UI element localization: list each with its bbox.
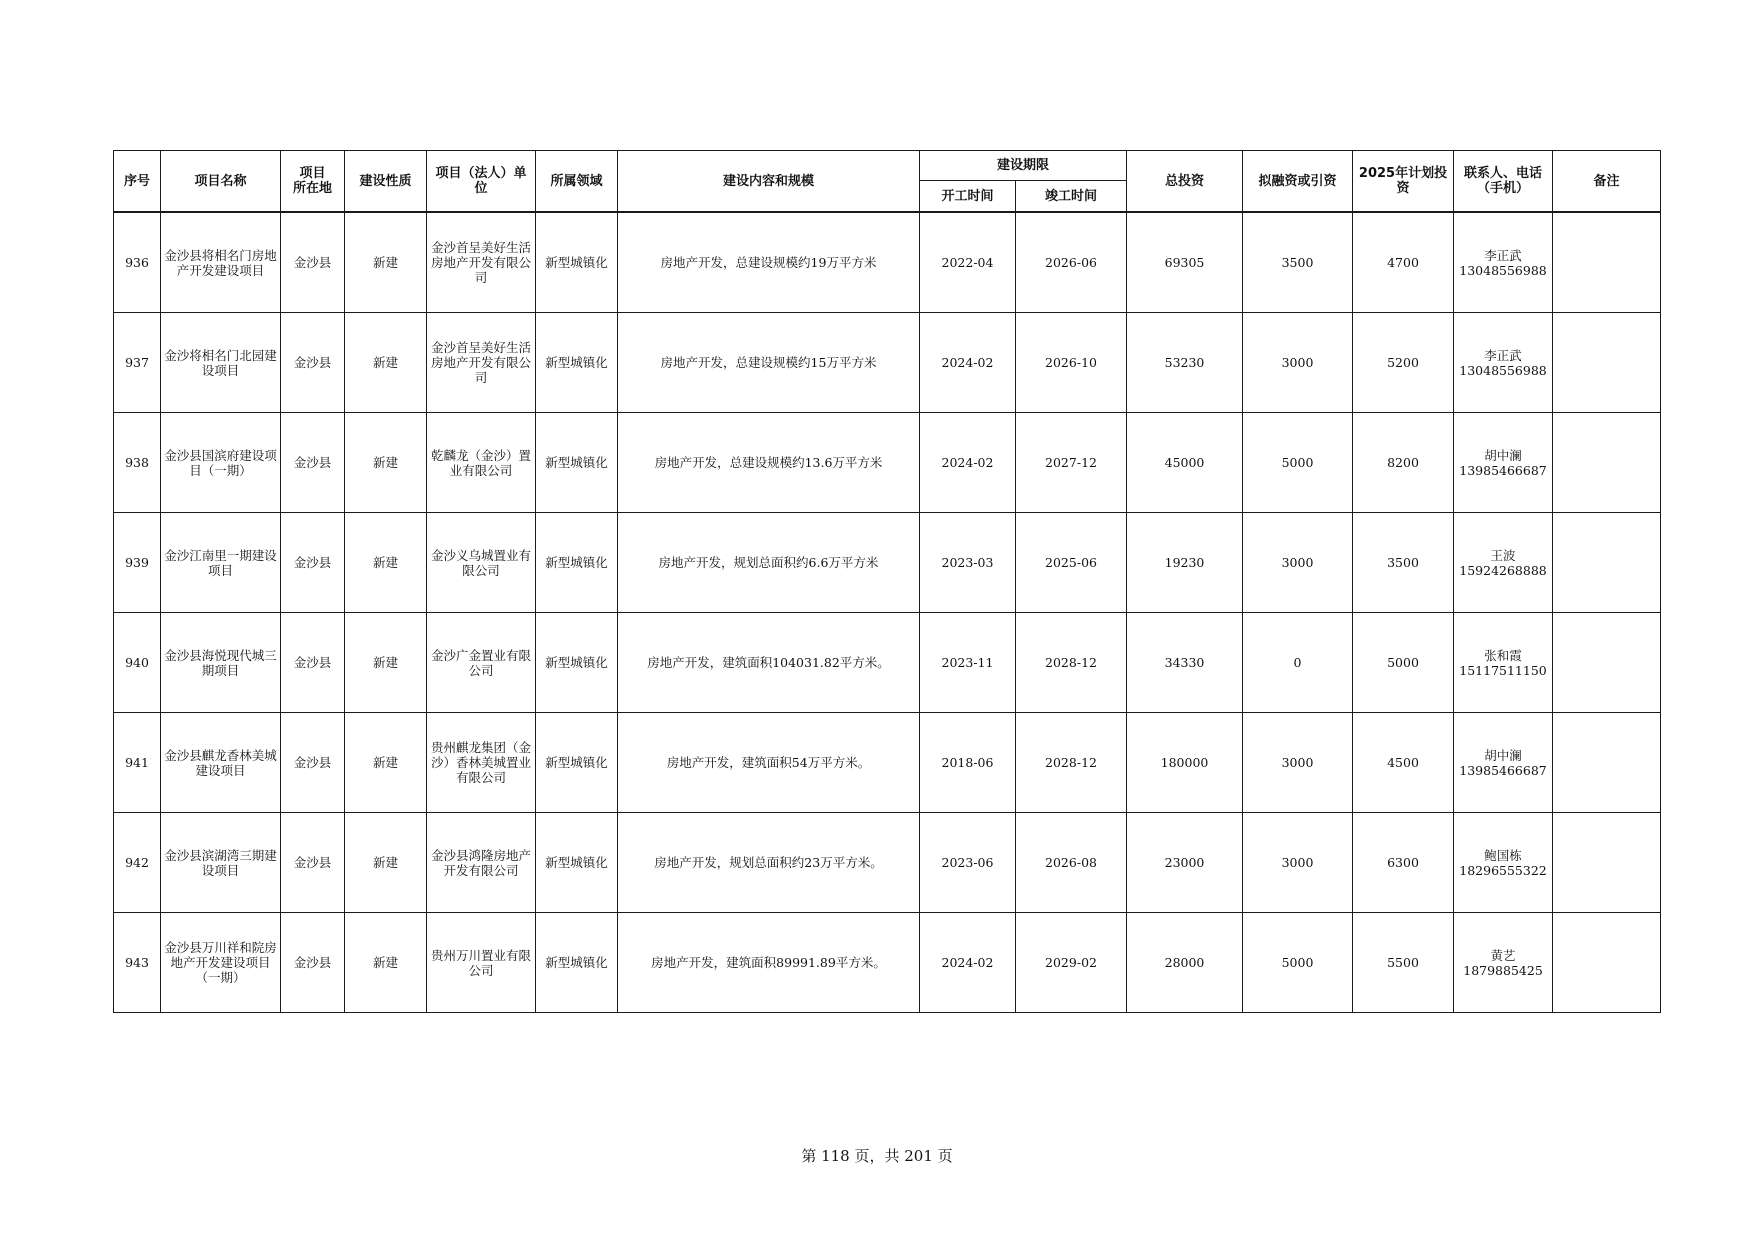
cell-remark bbox=[1553, 813, 1661, 913]
page-number: 第 118 页，共 201 页 bbox=[801, 1147, 953, 1165]
cell-seq: 939 bbox=[114, 513, 161, 613]
cell-end: 2028-12 bbox=[1016, 613, 1127, 713]
cell-nature: 新建 bbox=[345, 713, 427, 813]
cell-financing: 0 bbox=[1243, 613, 1353, 713]
cell-contact bbox=[1454, 713, 1553, 813]
header-total: 总投资 bbox=[1127, 151, 1243, 213]
cell-total: 19230 bbox=[1127, 513, 1243, 613]
cell-unit: 乾麟龙（金沙）置业有限公司 bbox=[427, 413, 536, 513]
cell-plan2025: 8200 bbox=[1353, 413, 1454, 513]
cell-seq: 937 bbox=[114, 313, 161, 413]
cell-start: 2023-11 bbox=[920, 613, 1016, 713]
contact-phone: 13048556988 bbox=[1459, 262, 1547, 278]
table-row bbox=[114, 212, 1661, 313]
cell-financing: 3000 bbox=[1243, 313, 1353, 413]
cell-name: 金沙江南里一期建设项目 bbox=[161, 513, 281, 613]
cell-financing: 3000 bbox=[1243, 513, 1353, 613]
cell-total: 180000 bbox=[1127, 713, 1243, 813]
cell-unit: 贵州麒龙集团（金沙）香林美城置业有限公司 bbox=[427, 713, 536, 813]
cell-financing: 3000 bbox=[1243, 813, 1353, 913]
cell-content: 房地产开发，规划总面积约6.6万平方米 bbox=[618, 513, 920, 613]
header-name: 项目名称 bbox=[161, 151, 281, 213]
cell-seq: 943 bbox=[114, 913, 161, 1013]
header-remark: 备注 bbox=[1553, 151, 1661, 213]
cell-seq: 942 bbox=[114, 813, 161, 913]
cell-financing: 3500 bbox=[1243, 212, 1353, 313]
cell-location: 金沙县 bbox=[281, 413, 345, 513]
cell-seq: 938 bbox=[114, 413, 161, 513]
cell-content: 房地产开发，建筑面积54万平方米。 bbox=[618, 713, 920, 813]
cell-name: 金沙县海悦现代城三期项目 bbox=[161, 613, 281, 713]
cell-name: 金沙县麒龙香林美城建设项目 bbox=[161, 713, 281, 813]
cell-content: 房地产开发，总建设规模约13.6万平方米 bbox=[618, 413, 920, 513]
cell-domain: 新型城镇化 bbox=[536, 613, 618, 713]
cell-location: 金沙县 bbox=[281, 212, 345, 313]
header-plan2025: 2025年计划投资 bbox=[1353, 151, 1454, 213]
cell-remark bbox=[1553, 613, 1661, 713]
cell-seq: 936 bbox=[114, 212, 161, 313]
cell-nature: 新建 bbox=[345, 513, 427, 613]
cell-unit: 金沙首呈美好生活房地产开发有限公司 bbox=[427, 313, 536, 413]
contact-name: 黄艺 bbox=[1490, 947, 1516, 963]
cell-total: 23000 bbox=[1127, 813, 1243, 913]
cell-financing: 5000 bbox=[1243, 913, 1353, 1013]
cell-start: 2018-06 bbox=[920, 713, 1016, 813]
cell-name: 金沙县将相名门房地产开发建设项目 bbox=[161, 212, 281, 313]
cell-remark bbox=[1553, 513, 1661, 613]
cell-start: 2023-03 bbox=[920, 513, 1016, 613]
cell-content: 房地产开发，总建设规模约15万平方米 bbox=[618, 313, 920, 413]
cell-name: 金沙县国滨府建设项目（一期） bbox=[161, 413, 281, 513]
cell-remark bbox=[1553, 212, 1661, 313]
header-financing: 拟融资或引资 bbox=[1243, 151, 1353, 213]
header-unit: 项目（法人）单 位 bbox=[427, 151, 536, 213]
contact-phone: 1879885425 bbox=[1463, 962, 1543, 978]
table-row bbox=[114, 913, 1661, 1013]
cell-nature: 新建 bbox=[345, 212, 427, 313]
cell-total: 45000 bbox=[1127, 413, 1243, 513]
cell-location: 金沙县 bbox=[281, 613, 345, 713]
cell-nature: 新建 bbox=[345, 313, 427, 413]
table-header bbox=[114, 151, 1661, 213]
cell-end: 2025-06 bbox=[1016, 513, 1127, 613]
contact-name: 鲍国栋 bbox=[1484, 847, 1522, 863]
cell-contact bbox=[1454, 813, 1553, 913]
cell-contact bbox=[1454, 613, 1553, 713]
header-period: 建设期限 bbox=[920, 151, 1127, 181]
cell-location: 金沙县 bbox=[281, 913, 345, 1013]
cell-content: 房地产开发，规划总面积约23万平方米。 bbox=[618, 813, 920, 913]
cell-remark bbox=[1553, 413, 1661, 513]
cell-contact bbox=[1454, 513, 1553, 613]
table-row bbox=[114, 313, 1661, 413]
cell-name: 金沙县万川祥和院房地产开发建设项目（一期） bbox=[161, 913, 281, 1013]
header-nature: 建设性质 bbox=[345, 151, 427, 213]
cell-financing: 3000 bbox=[1243, 713, 1353, 813]
contact-name: 张和霞 bbox=[1484, 647, 1522, 663]
header-location: 项目 所在地 bbox=[281, 151, 345, 213]
cell-plan2025: 5200 bbox=[1353, 313, 1454, 413]
table-row bbox=[114, 613, 1661, 713]
contact-phone: 18296555322 bbox=[1459, 862, 1547, 878]
cell-unit: 金沙广金置业有限公司 bbox=[427, 613, 536, 713]
cell-nature: 新建 bbox=[345, 813, 427, 913]
cell-seq: 940 bbox=[114, 613, 161, 713]
cell-end: 2029-02 bbox=[1016, 913, 1127, 1013]
cell-unit: 金沙义乌城置业有限公司 bbox=[427, 513, 536, 613]
table-body bbox=[114, 212, 1661, 1013]
contact-name: 李正武 bbox=[1484, 347, 1522, 363]
cell-remark bbox=[1553, 913, 1661, 1013]
cell-contact bbox=[1454, 212, 1553, 313]
cell-start: 2024-02 bbox=[920, 413, 1016, 513]
cell-location: 金沙县 bbox=[281, 513, 345, 613]
cell-start: 2022-04 bbox=[920, 212, 1016, 313]
cell-unit: 贵州万川置业有限公司 bbox=[427, 913, 536, 1013]
table-row bbox=[114, 813, 1661, 913]
header-start: 开工时间 bbox=[920, 181, 1016, 213]
cell-plan2025: 3500 bbox=[1353, 513, 1454, 613]
cell-plan2025: 5000 bbox=[1353, 613, 1454, 713]
project-table bbox=[113, 150, 1661, 1013]
header-seq: 序号 bbox=[114, 151, 161, 213]
contact-phone: 13985466687 bbox=[1459, 462, 1547, 478]
cell-location: 金沙县 bbox=[281, 313, 345, 413]
cell-end: 2026-06 bbox=[1016, 212, 1127, 313]
contact-phone: 13985466687 bbox=[1459, 762, 1547, 778]
contact-name: 王波 bbox=[1490, 547, 1516, 563]
cell-nature: 新建 bbox=[345, 413, 427, 513]
cell-total: 34330 bbox=[1127, 613, 1243, 713]
cell-contact bbox=[1454, 413, 1553, 513]
cell-contact bbox=[1454, 913, 1553, 1013]
cell-nature: 新建 bbox=[345, 613, 427, 713]
cell-start: 2024-02 bbox=[920, 913, 1016, 1013]
cell-remark bbox=[1553, 313, 1661, 413]
cell-domain: 新型城镇化 bbox=[536, 913, 618, 1013]
contact-phone: 15117511150 bbox=[1459, 662, 1547, 678]
cell-total: 28000 bbox=[1127, 913, 1243, 1013]
header-content: 建设内容和规模 bbox=[618, 151, 920, 213]
cell-location: 金沙县 bbox=[281, 813, 345, 913]
cell-plan2025: 5500 bbox=[1353, 913, 1454, 1013]
cell-total: 69305 bbox=[1127, 212, 1243, 313]
cell-content: 房地产开发，建筑面积104031.82平方米。 bbox=[618, 613, 920, 713]
contact-name: 李正武 bbox=[1484, 247, 1522, 263]
table-row bbox=[114, 713, 1661, 813]
cell-domain: 新型城镇化 bbox=[536, 513, 618, 613]
cell-content: 房地产开发，建筑面积89991.89平方米。 bbox=[618, 913, 920, 1013]
cell-domain: 新型城镇化 bbox=[536, 413, 618, 513]
table-row bbox=[114, 413, 1661, 513]
cell-start: 2023-06 bbox=[920, 813, 1016, 913]
cell-plan2025: 4700 bbox=[1353, 212, 1454, 313]
header-end: 竣工时间 bbox=[1016, 181, 1127, 213]
cell-domain: 新型城镇化 bbox=[536, 713, 618, 813]
cell-domain: 新型城镇化 bbox=[536, 212, 618, 313]
cell-name: 金沙县滨湖湾三期建设项目 bbox=[161, 813, 281, 913]
header-domain: 所属领域 bbox=[536, 151, 618, 213]
cell-end: 2027-12 bbox=[1016, 413, 1127, 513]
cell-content: 房地产开发，总建设规模约19万平方米 bbox=[618, 212, 920, 313]
cell-seq: 941 bbox=[114, 713, 161, 813]
contact-phone: 15924268888 bbox=[1459, 562, 1547, 578]
table-row bbox=[114, 513, 1661, 613]
cell-contact bbox=[1454, 313, 1553, 413]
cell-remark bbox=[1553, 713, 1661, 813]
cell-unit: 金沙县鸿隆房地产开发有限公司 bbox=[427, 813, 536, 913]
cell-domain: 新型城镇化 bbox=[536, 313, 618, 413]
cell-end: 2028-12 bbox=[1016, 713, 1127, 813]
cell-nature: 新建 bbox=[345, 913, 427, 1013]
header-contact: 联系人、电话 （手机） bbox=[1454, 151, 1553, 213]
cell-end: 2026-08 bbox=[1016, 813, 1127, 913]
contact-name: 胡中澜 bbox=[1484, 447, 1522, 463]
cell-financing: 5000 bbox=[1243, 413, 1353, 513]
cell-plan2025: 6300 bbox=[1353, 813, 1454, 913]
cell-location: 金沙县 bbox=[281, 713, 345, 813]
cell-plan2025: 4500 bbox=[1353, 713, 1454, 813]
cell-total: 53230 bbox=[1127, 313, 1243, 413]
contact-name: 胡中澜 bbox=[1484, 747, 1522, 763]
contact-phone: 13048556988 bbox=[1459, 362, 1547, 378]
cell-end: 2026-10 bbox=[1016, 313, 1127, 413]
cell-domain: 新型城镇化 bbox=[536, 813, 618, 913]
cell-name: 金沙将相名门北园建设项目 bbox=[161, 313, 281, 413]
cell-unit: 金沙首呈美好生活房地产开发有限公司 bbox=[427, 212, 536, 313]
cell-start: 2024-02 bbox=[920, 313, 1016, 413]
